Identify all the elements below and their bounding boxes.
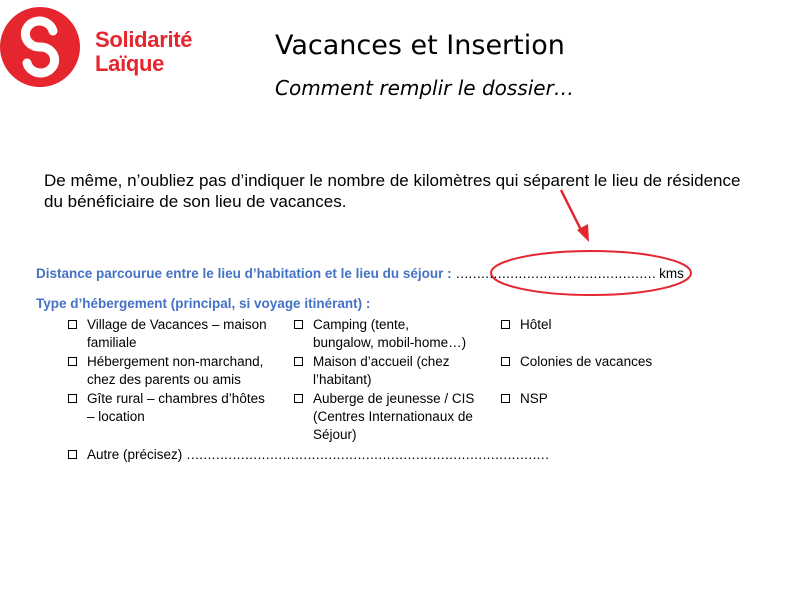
option-colonies bbox=[520, 353, 710, 371]
option-nsp bbox=[520, 390, 710, 408]
page-subtitle: Comment remplir le dossier… bbox=[275, 76, 574, 100]
option-gite-rural bbox=[87, 390, 277, 426]
option-hotel bbox=[520, 316, 710, 334]
brand-logo bbox=[0, 6, 200, 90]
checkbox-icon bbox=[68, 394, 77, 403]
checkbox-icon bbox=[501, 320, 510, 329]
option-line: Hébergement non-marchand, bbox=[87, 354, 264, 369]
checkbox-icon bbox=[294, 394, 303, 403]
option-village-vacances bbox=[87, 316, 277, 352]
brand-line-2: Laïque bbox=[95, 51, 165, 76]
option-line: Hôtel bbox=[520, 317, 552, 332]
annotation-arrow-icon bbox=[555, 186, 595, 246]
option-line: familiale bbox=[87, 335, 137, 350]
option-auberge-jeunesse bbox=[313, 390, 503, 444]
option-line: – location bbox=[87, 409, 145, 424]
option-line: NSP bbox=[520, 391, 548, 406]
brand-name bbox=[95, 28, 192, 76]
option-line: l’habitant) bbox=[313, 372, 372, 387]
checkbox-icon bbox=[294, 357, 303, 366]
option-line: chez des parents ou amis bbox=[87, 372, 241, 387]
option-autre bbox=[87, 446, 549, 464]
distance-dots: ………………………………………… bbox=[455, 266, 656, 281]
checkbox-icon bbox=[294, 320, 303, 329]
option-line: Séjour) bbox=[313, 427, 357, 442]
checkbox-icon bbox=[68, 320, 77, 329]
checkbox-icon bbox=[501, 394, 510, 403]
option-line: Maison d’accueil (chez bbox=[313, 354, 450, 369]
intro-text: De même, n’oubliez pas d’indiquer le nombre de kilomètres qui séparent le lieu de résidence du bénéficiaire de son lieu de vacances. bbox=[44, 171, 741, 211]
option-line: Village de Vacances – maison bbox=[87, 317, 267, 332]
solidarite-laique-logo-icon bbox=[0, 6, 86, 90]
page-title: Vacances et Insertion bbox=[275, 30, 565, 61]
option-line: Gîte rural – chambres d’hôtes bbox=[87, 391, 265, 406]
option-line: (Centres Internationaux de bbox=[313, 409, 473, 424]
option-maison-accueil bbox=[313, 353, 503, 389]
option-hebergement-non-marchand bbox=[87, 353, 277, 389]
distance-label: Distance parcourue entre le lieu d’habitation et le lieu du séjour : bbox=[36, 266, 452, 281]
option-line: bungalow, mobil-home…) bbox=[313, 335, 467, 350]
checkbox-icon bbox=[68, 357, 77, 366]
other-label: Autre (précisez) bbox=[87, 447, 183, 462]
brand-line-1: Solidarité bbox=[95, 27, 193, 52]
option-line: Auberge de jeunesse / CIS bbox=[313, 391, 475, 406]
option-line: Colonies de vacances bbox=[520, 354, 653, 369]
option-camping bbox=[313, 316, 503, 352]
accommodation-type-label: Type d’hébergement (principal, si voyage itinérant) : bbox=[36, 296, 371, 311]
checkbox-icon bbox=[501, 357, 510, 366]
other-dots: …………………………………………………………………………… bbox=[186, 447, 549, 462]
distance-field bbox=[36, 266, 684, 281]
option-line: Camping (tente, bbox=[313, 317, 410, 332]
checkbox-icon bbox=[68, 450, 77, 459]
distance-unit: kms bbox=[659, 266, 684, 281]
